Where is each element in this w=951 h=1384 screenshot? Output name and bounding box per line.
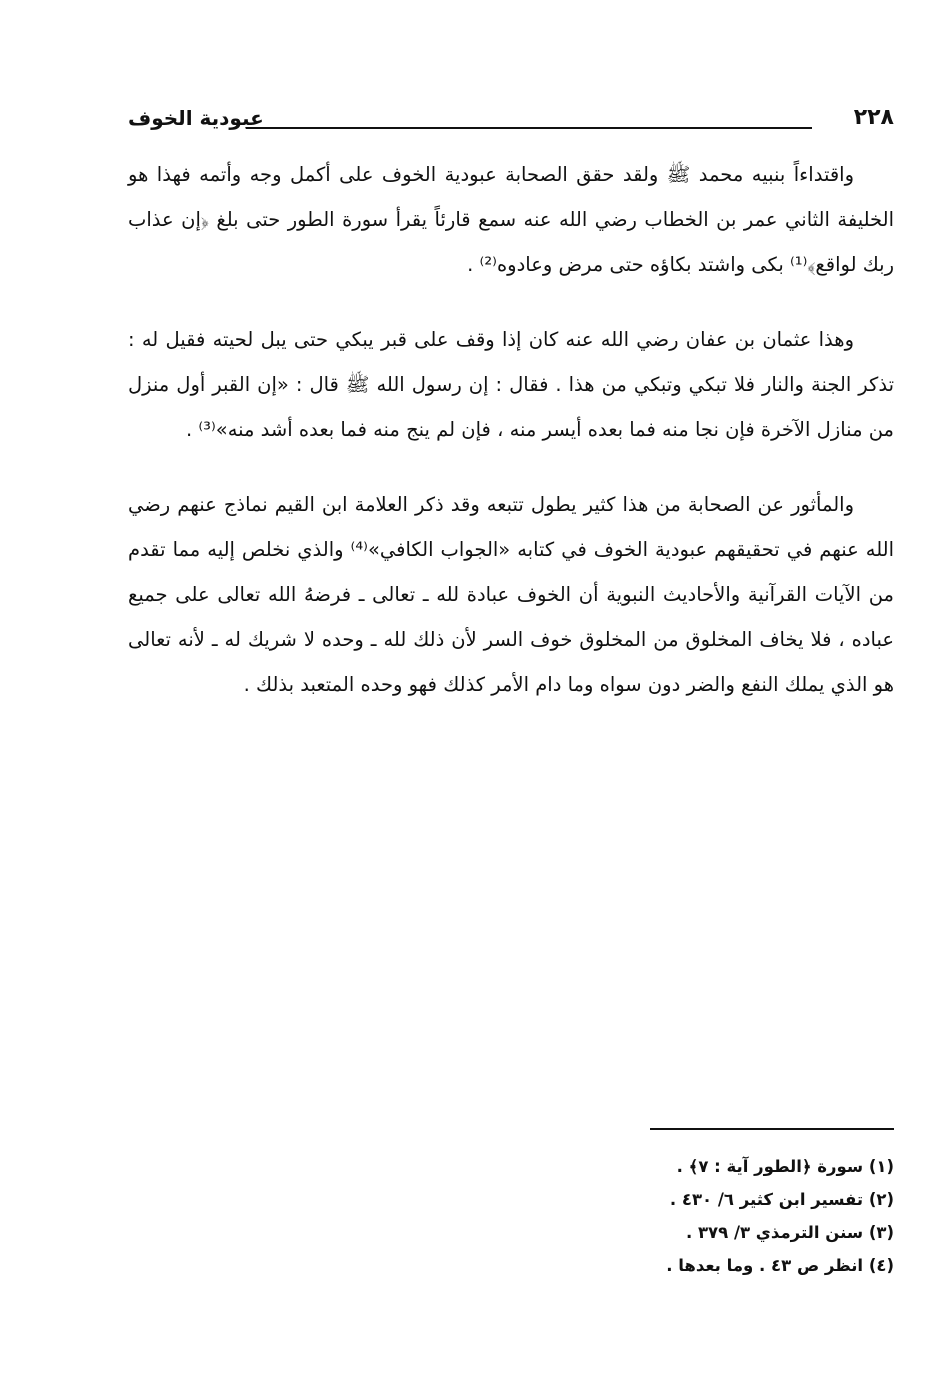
footnote-rule: [650, 1128, 894, 1130]
paragraph: والمأثور عن الصحابة من هذا كثير يطول تتبعه وقد ذكر العلامة ابن القيم نماذج عنهم رضي الله عنهم في تحقيقهم عبودية الخوف في كتابه «الجواب الكافي»⁽⁴⁾ والذي نخلص إليه مما تقدم من الآيات القرآنية والأحاديث النبوية أن الخوف عبادة لله ـ تعالى ـ فرضهُ الله تعالى على جميع عباده ، فلا يخاف المخلوق من المخلوق خوف السر لأن ذلك لله ـ وحده لا شريك له ـ لأنه تعالى هو الذي يملك النفع والضر دون سواه وما دام الأمر كذلك فهو وحده المتعبد بذلك .: [128, 493, 895, 696]
footnote-item: (٤) انظر ص ٤٣ . وما بعدها .: [666, 1256, 894, 1275]
running-title: عبودية الخوف: [128, 106, 264, 130]
page-number: ٢٢٨: [853, 105, 894, 130]
body-text: [128, 152, 894, 737]
footnote-item: (٣) سنن الترمذي ٣/ ٣٧٩ .: [685, 1223, 894, 1242]
page-header: [128, 100, 894, 140]
footnote-item: (١) سورة ﴿الطور آية : ٧﴾ .: [676, 1157, 894, 1176]
footnote-item: (٢) تفسير ابن كثير ٦/ ٤٣٠ .: [669, 1190, 894, 1209]
paragraph: واقتداءاً بنبيه محمد ﷺ ولقد حقق الصحابة عبودية الخوف على أكمل وجه وأتمه فهذا هو الخليفة الثاني عمر بن الخطاب رضي الله عنه سمع قارئاً يقرأ سورة الطور حتى بلغ ﴿إن عذاب ربك لواقع﴾⁽¹⁾ بكى واشتد بكاؤه حتى مرض وعادوه⁽²⁾ .: [128, 163, 894, 276]
header-rule: [246, 127, 812, 129]
footnotes: [450, 1150, 894, 1282]
paragraph: وهذا عثمان بن عفان رضي الله عنه كان إذا وقف على قبر يبكي حتى يبل لحيته فقيل له : تذكر الجنة والنار فلا تبكي وتبكي من هذا . فقال : إن رسول الله ﷺ قال : «إن القبر أول منزل من منازل الآخرة فإن نجا منه فما بعده أيسر منه ، فإن لم ينج منه فما بعده أشد منه»⁽³⁾ .: [128, 328, 894, 441]
